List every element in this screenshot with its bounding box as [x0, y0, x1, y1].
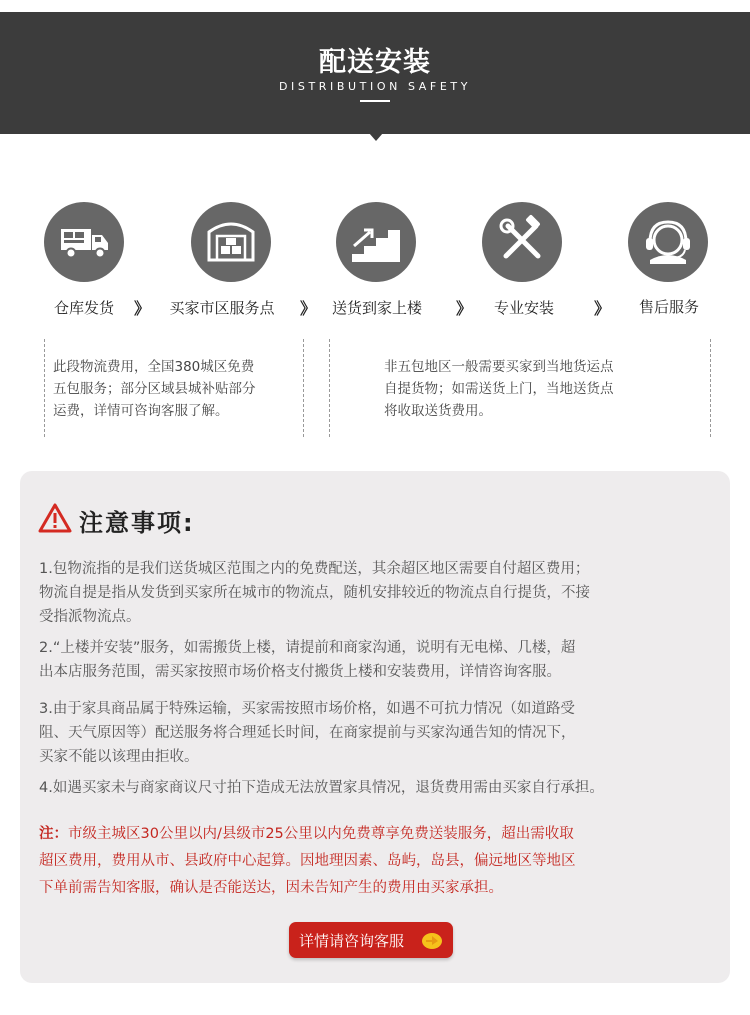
warning-icon	[38, 503, 72, 537]
headset-icon	[628, 202, 708, 282]
red-note-line-1: 市级主城区30公里以内/县级市25公里以内免费尊享免费送装服务，超出需收取	[68, 826, 574, 842]
notice-item-4: 4.如遇买家未与商家商议尺寸拍下造成无法放置家具情况，退货费用需由买家自行承担。	[39, 780, 604, 796]
red-note-line-3: 下单前需告知客服，确认是否能送达，因未告知产生的费用由买家承担。	[39, 880, 503, 896]
warehouse-icon	[191, 202, 271, 282]
note-right: 非五包地区一般需要买家到当地货运点 自提货物；如需送货上门，当地送货点 将收取送货费用。	[384, 359, 614, 419]
notice-item-1: 1.包物流指的是我们送货城区范围之内的免费配送，其余超区地区需要自付超区费用； 物流自提是指从发货到买家所在城市的物流点，随机安排较近的物流点自行提货，不接 受指派物流点。	[39, 561, 590, 625]
header-notch	[369, 133, 383, 141]
step-separator: 》	[456, 299, 473, 318]
tools-icon	[482, 202, 562, 282]
header-banner	[0, 12, 750, 134]
page-title: 配送安装	[319, 47, 431, 78]
notice-title: 注意事项:	[79, 509, 195, 537]
step-label-home-delivery: 送货到家上楼	[331, 299, 422, 317]
step-label-installation: 专业安装	[493, 299, 554, 317]
red-note	[39, 821, 722, 902]
notice-item-2: 2.“上楼并安装”服务，如需搬货上楼，请提前和商家沟通，说明有无电梯、几楼，超 出本店服务范围，需买家按照市场价格支付搬货上楼和安装费用，详情咨询客服。	[39, 640, 576, 680]
red-note-line-2: 超区费用，费用从市、县政府中心起算。因地理因素、岛屿，岛县，偏远地区等地区	[39, 853, 576, 869]
step-separator: 》	[300, 299, 317, 318]
contact-service-button[interactable]	[289, 922, 453, 958]
truck-icon	[44, 202, 124, 282]
title-underline	[360, 100, 390, 102]
page-subtitle: DISTRIBUTION SAFETY	[278, 80, 472, 93]
stairs-icon	[336, 202, 416, 282]
step-label-warehouse-ship: 仓库发货	[53, 299, 114, 317]
red-note-prefix: 注：	[39, 826, 68, 842]
note-left: 此段物流费用，全国380城区免费 五包服务；部分区域县城补贴部分 运费，详情可咨询客服了解。	[53, 359, 256, 419]
contact-service-label: 详情请咨询客服	[299, 932, 405, 950]
step-label-after-sales: 售后服务	[638, 298, 699, 316]
notice-item-3: 3.由于家具商品属于特殊运输，买家需按照市场价格，如遇不可抗力情况（如道路受 阻、天气原因等）配送服务将合理延长时间，在商家提前与买家沟通告知的情况下， 买家不能以该理由拒收。	[39, 701, 576, 765]
step-separator: 》	[594, 299, 611, 318]
step-label-service-point: 买家市区服务点	[169, 299, 275, 317]
step-separator: 》	[134, 299, 151, 318]
hand-pointer-icon	[421, 930, 443, 954]
